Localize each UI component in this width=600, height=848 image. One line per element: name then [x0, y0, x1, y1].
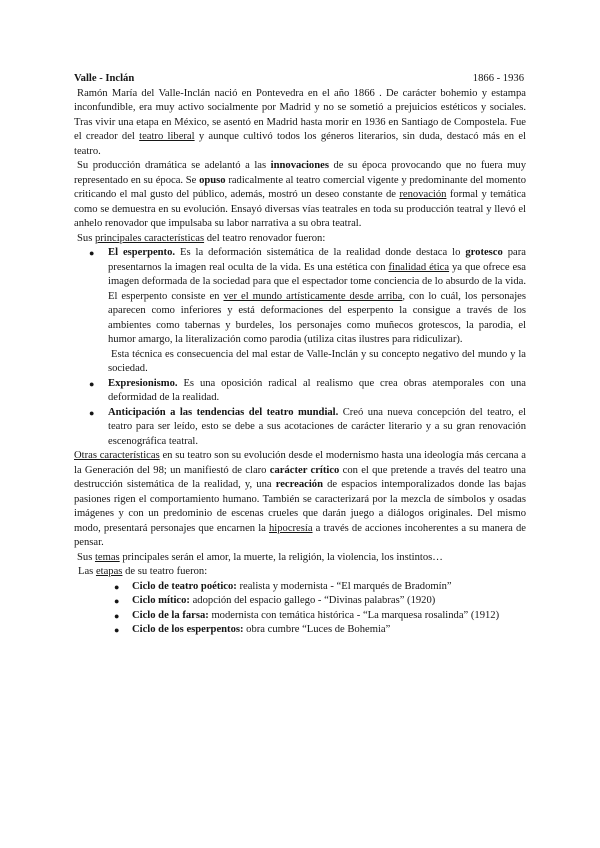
text: adopción del espacio gallego - “Divinas palabras” (1920) — [189, 595, 436, 606]
text: radicalmente al teatro comercial vigente y predominante del momento criticando el mal gusto del público, además, mostró un deseo constante de — [74, 174, 526, 200]
other-characteristics-paragraph — [74, 449, 526, 551]
text: en su teatro son su evolución desde el modernismo hasta una ideología más cercana a la Generación del 98; un manifiestó de claro — [74, 450, 526, 476]
stage-item — [74, 594, 526, 609]
bold-term: Ciclo de los esperpentos: — [132, 624, 244, 635]
text: formal y temática como se demuestra en su evolución. Ensayó diversas vías teatrales en toda su producción teatral y llevó el anhelo renovador que impulsaba su labor narrativa a su obra teatral. — [74, 189, 526, 229]
themes-line — [74, 551, 526, 566]
text: Su producción dramática se adelantó a las — [77, 160, 271, 171]
text: a través de acciones incoherentes a su manera de pensar. — [74, 522, 527, 548]
bold-term: carácter crítico — [269, 464, 340, 476]
underlined-term: finalidad ética — [388, 261, 450, 273]
characteristics-intro — [74, 232, 526, 247]
text: para presentarnos la imagen real oculta de la vida. Es una estética con — [108, 247, 526, 273]
text: ya que ofrece esa imagen deformada de la sociedad para que el espectador tome conciencia de lo absurdo de la vida. El esperpento consiste en — [108, 261, 526, 302]
characteristics-list — [74, 246, 526, 348]
text: de espacios intemporalizados donde las bajas pasiones rigen el comportamiento humano. También se caracterizará por la mezcla de símbolos y osadas imágenes y con un predominio de escenas crueles que darán juego a diálogos originales. Del mismo modo, presentará personajes que encarnen la — [74, 479, 526, 534]
text: de su época provocando que no fuera muy representado en su época. Se — [74, 160, 526, 186]
bold-term: Expresionismo. — [108, 377, 178, 389]
stages-list — [74, 580, 526, 638]
text: Ramón María del Valle-Inclán nació en Pontevedra en el año 1866 . De carácter bohemio y estampa inconfundible, era muy activo socialmente por Madrid y no se sometió a prejuicios estéticos y sociales. Tras vivir una etapa en México, se asentó en Madrid hasta morir en 1936 en Santiago de Compostela. Fue el creador del — [74, 87, 526, 142]
bold-term: opuso — [199, 174, 226, 186]
text: Es una oposición radical al realismo que crea obras atemporales con una deformidad de la realidad. — [108, 377, 526, 403]
text: de su teatro fueron: — [122, 566, 208, 577]
underlined-term: temas — [94, 551, 120, 563]
stage-item — [74, 609, 526, 624]
list-item-anticipacion — [74, 406, 526, 450]
list-item-expresionismo — [74, 377, 526, 406]
production-paragraph — [74, 159, 526, 232]
text: modernista con temática histórica - “La marquesa rosalinda” (1912) — [208, 609, 500, 621]
text: y aunque cultivó todos los géneros literarios, sin duda, destacó más en el teatro. — [74, 131, 526, 157]
text: Las — [78, 566, 96, 577]
document-title: Valle - Inclán — [74, 73, 135, 84]
underlined-term: etapas — [95, 566, 123, 577]
text: Creó una nueva concepción del teatro, el teatro para ser leído, esto se debe a sus acotaciones de carácter literario y a su gran renovación escenográfica teatral. — [108, 406, 527, 447]
stages-intro — [74, 565, 526, 580]
bold-term: grotesco — [465, 247, 503, 258]
text: Sus — [77, 232, 95, 244]
text: Sus — [77, 551, 95, 563]
text: obra cumbre “Luces de Bohemia” — [243, 624, 391, 635]
bold-term: Ciclo de teatro poético: — [132, 580, 237, 592]
bold-term: El esperpento. — [108, 247, 176, 258]
underlined-term: Otras características — [74, 450, 160, 461]
bold-term: recreación — [275, 479, 323, 490]
stage-item — [74, 580, 526, 595]
underlined-term: teatro liberal — [139, 131, 195, 142]
bold-term: innovaciones — [270, 160, 329, 171]
underlined-term: ver el mundo artísticamente desde arriba — [223, 290, 403, 302]
biography-paragraph — [74, 87, 526, 160]
bold-term: Ciclo de la farsa: — [132, 609, 209, 621]
underlined-term: renovación — [399, 189, 447, 200]
header-row — [74, 72, 526, 87]
underlined-term: principales características — [94, 232, 205, 244]
esperpento-note: Esta técnica es consecuencia del mal estar de Valle-Inclán y su concepto negativo del mundo y la sociedad. — [108, 348, 526, 374]
text: , con lo cuál, los personajes aparecen como inferiores y está deformaciones del esperpento la consigue a través de los ambientes como tabernas y burdeles, los personajes como muñecos grotescos, la parodia, el humor amargo, la literalización como parodia (utiliza citas ilustres para ridiculizar). — [108, 290, 527, 345]
text: principales serán el amor, la muerte, la religión, la violencia, los instintos… — [119, 551, 443, 563]
life-dates: 1866 - 1936 — [472, 73, 524, 84]
document-page — [74, 72, 526, 638]
text: Es la deformación sistemática de la realidad donde destaca lo — [175, 247, 466, 258]
underlined-term: hipocresía — [268, 522, 313, 534]
text: con el que pretende a través del teatro una destrucción sistemática de la realidad, y, una — [74, 464, 527, 490]
stage-item — [74, 623, 526, 638]
list-item-esperpento — [74, 246, 526, 348]
characteristics-list-continued — [74, 377, 526, 450]
text: realista y modernista - “El marqués de Bradomín” — [236, 580, 452, 592]
text: del teatro renovador fueron: — [204, 232, 326, 244]
bold-term: Anticipación a las tendencias del teatro mundial. — [108, 406, 339, 418]
bold-term: Ciclo mítico: — [132, 595, 190, 606]
